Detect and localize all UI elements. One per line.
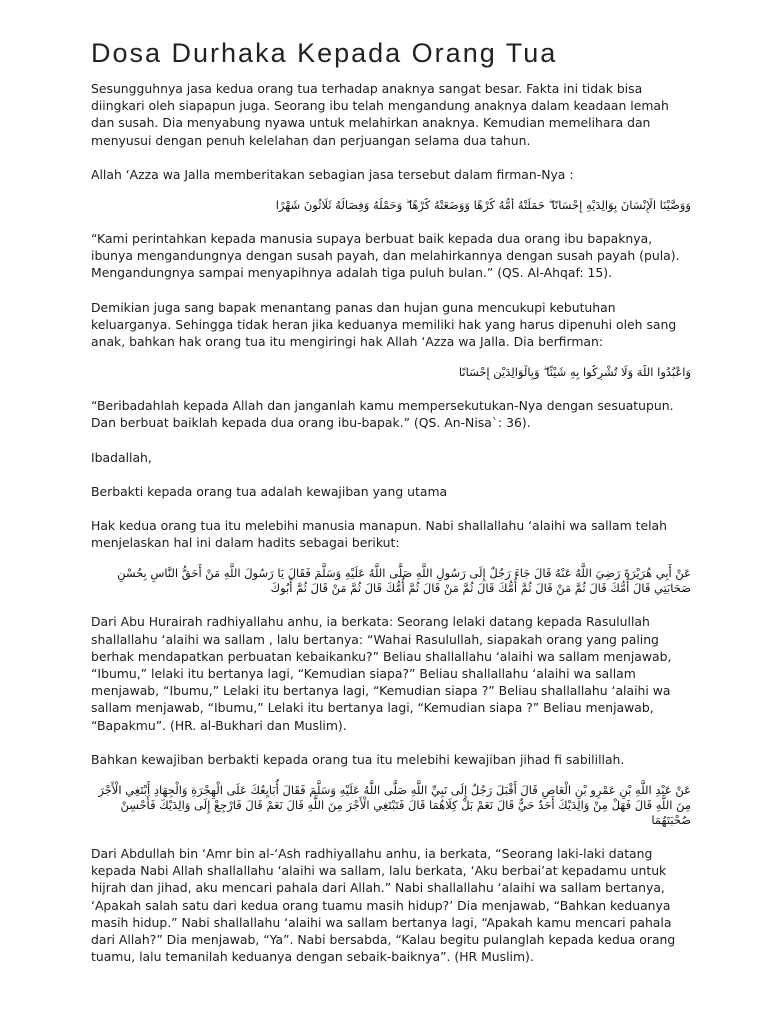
paragraph-jihad: Bahkan kewajiban berbakti kepada orang tua itu melebihi kewajiban jihad fi sabilillah. [91, 751, 625, 767]
paragraph-father: Demikian juga sang bapak menantang panas dan hujan guna mencukupi kebutuhan keluarganya. Sehingga tidak heran jika keduanya memiliki hak yang harus dipenuhi oleh sang anak, bahkan hak orang tua itu mengiringi hak Allah ‘Azza wa Jalla. Dia berfirman: [91, 299, 677, 350]
paragraph-intro: Sesungguhnya jasa kedua orang tua terhadap anaknya sangat besar. Fakta ini tidak bisa diingkari oleh siapapun juga. Seorang ibu telah mengandung anaknya dalam keadaan lemah dan susah. Dia menyabung nyawa untuk melahirkan anaknya. Kemudian memelihara dan menyusui dengan penuh kelelahan dan perjuangan selama dua tahun. [91, 81, 669, 148]
paragraph-hadith-abdullah: Dari Abdullah bin ‘Amr bin al-‘Ash radhiyallahu anhu, ia berkata, “Seorang laki-laki datang kepada Nabi Allah shallallahu ‘alaihi wa sallam, lalu berkata, ‘Aku berbai’at kepadamu untuk hijrah dan jihad, aku mencari pahala dari Allah.” Nabi shallallahu ‘alaihi wa sallam bertanya, ‘Apakah salah satu dari kedua orang tuamu masih hidup?’ Dia menjawab, “Bahkan keduanya masih hidup.” Nabi shallallahu ‘alaihi wa sallam bertanya lagi, “Apakah kamu mencari pahala dari Allah?” Dia menjawab, “Ya”. Nabi bersabda, “Kalau begitu pulanglah kepada kedua orang tuamu, lalu temanilah keduanya dengan sebaik-baiknya”. (HR Muslim). [91, 846, 676, 965]
arabic-verse-nisa: وَاعْبُدُوا اللَّهَ وَلَا تُشْرِكُوا بِهِ شَيْئًا ۖ وَبِالْوَالِدَيْنِ إِحْسَانًا [458, 365, 691, 380]
paragraph-ibadallah: Ibadallah, [91, 449, 152, 465]
paragraph-translation-nisa: “Beribadahlah kepada Allah dan janganlah kamu mempersekutukan-Nya dengan sesuatupun. Dan berbuat baiklah kepada dua orang ibu-bapak.” (QS. An-Nisa`: 36). [91, 398, 674, 431]
document-page [91, 36, 691, 966]
paragraph-translation-ahqaf: “Kami perintahkan kepada manusia supaya berbuat baik kepada dua orang ibu bapaknya, ibunya mengandungnya dengan susah payah, dan melahirkannya dengan susah payah (pula). Mengandungnya sampai menyapihnya adalah tiga puluh bulan.” (QS. Al-Ahqaf: 15). [91, 231, 680, 281]
page-title: Dosa Durhaka Kepada Orang Tua [91, 38, 558, 68]
paragraph-hadith-abu-hurairah: Dari Abu Hurairah radhiyallahu anhu, ia berkata: Seorang lelaki datang kepada Rasulullah shallallahu ‘alaihi wa sallam , lalu bertanya: “Wahai Rasulullah, siapakah orang yang paling berhak mendapatkan perbuatan kebaikanku?” Beliau shallallahu ‘alaihi wa sallam menjawab, “Ibumu,” lelaki itu bertanya lagi, “Kemudian siapa?” Beliau shallallahu ‘alaihi wa sallam menjawab, “Ibumu,” Lelaki itu bertanya lagi, “Kemudian siapa ?” Beliau shallallahu ‘alaihi wa sallam menjawab, “Ibumu,” Lelaki itu bertanya lagi, “Kemudian siapa ?” Beliau menjawab, “Bapakmu”. (HR. al-Bukhari dan Muslim). [91, 614, 672, 733]
section-heading-berbakti: Berbakti kepada orang tua adalah kewajiban yang utama [91, 483, 448, 499]
arabic-hadith-abdullah: عَنْ عَبْدِ اللَّهِ بْنِ عَمْرِو بْنِ الْعَاصِ قَالَ أَقْبَلَ رَجُلٌ إِلَى نَبِيِّ اللَّهِ صَلَّى اللَّهُ عَلَيْهِ وَسَلَّمَ فَقَالَ أُبَايِعُكَ عَلَى الْهِجْرَةِ وَالْجِهَادِ أَبْتَغِي الْأَجْرَ مِنَ اللَّهِ قَالَ فَهَلْ مِنْ وَالِدَيْكَ أَحَدٌ حَيٌّ قَالَ نَعَمْ بَلْ كِلَاهُمَا قَالَ فَتَبْتَغِي الْأَجْرَ مِنَ اللَّهِ قَالَ نَعَمْ قَالَ فَارْجِعْ إِلَى وَالِدَيْكَ فَأَحْسِنْ صُحْبَتَهُمَا [98, 783, 691, 828]
paragraph-hak-orang-tua: Hak kedua orang tua itu melebihi manusia manapun. Nabi shallallahu ‘alaihi wa sallam telah menjelaskan hal ini dalam hadits sebagai berikut: [91, 518, 667, 551]
paragraph-firman-intro: Allah ‘Azza wa Jalla memberitakan sebagian jasa tersebut dalam firman-Nya : [91, 166, 574, 182]
arabic-verse-ahqaf: وَوَصَّيْنَا الْإِنْسَانَ بِوَالِدَيْهِ إِحْسَانًا ۖ حَمَلَتْهُ أُمُّهُ كُرْهًا وَوَضَعَتْهُ كُرْهًا ۖ وَحَمْلُهُ وَفِصَالُهُ ثَلَاثُونَ شَهْرًا [275, 198, 691, 213]
arabic-hadith-abu-hurairah: عَنْ أَبِي هُرَيْرَةَ رَضِيَ اللَّهُ عَنْهُ قَالَ جَاءَ رَجُلٌ إِلَى رَسُولِ اللَّهِ صَلَّى اللَّهُ عَلَيْهِ وَسَلَّمَ فَقَالَ يَا رَسُولَ اللَّهِ مَنْ أَحَقُّ النَّاسِ بِحُسْنِ صَحَابَتِي قَالَ أُمُّكَ قَالَ ثُمَّ مَنْ قَالَ ثُمَّ أُمُّكَ قَالَ ثُمَّ مَنْ قَالَ ثُمَّ أُمُّكَ قَالَ ثُمَّ مَنْ قَالَ ثُمَّ أَبُوكَ [117, 566, 691, 596]
